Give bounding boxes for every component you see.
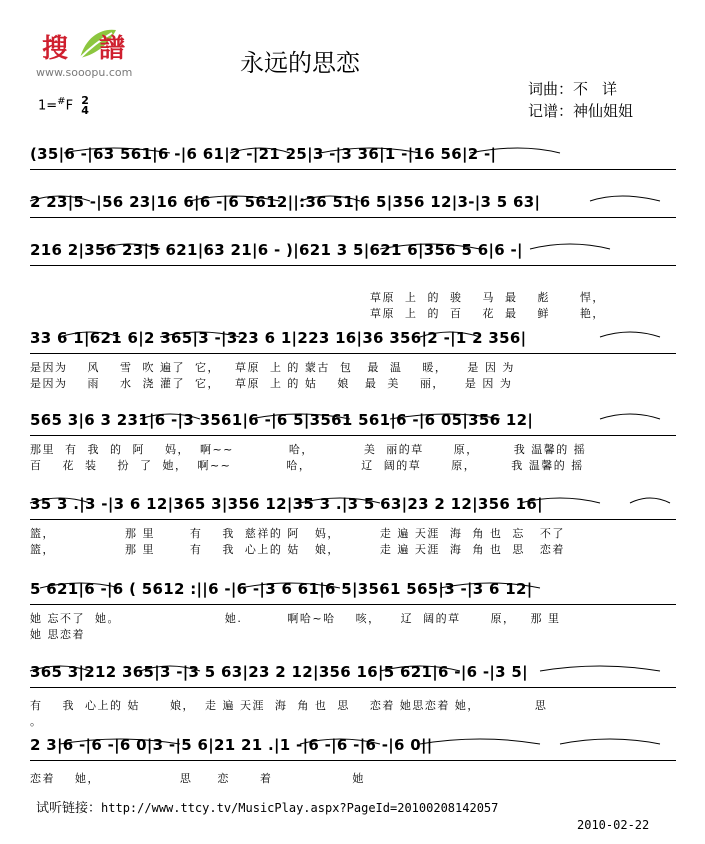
beam-line [30, 433, 676, 436]
beam-line [30, 517, 676, 520]
logo-brand [42, 28, 126, 65]
listen-link-url[interactable]: http://www.ttcy.tv/MusicPlay.aspx?PageId=20100208142057 [101, 801, 499, 815]
logo-brand-left: 搜 [42, 34, 70, 64]
lyric-line-2: 是因为 雨 水 浇 灌了 它， 草原 上 的 姑 娘 最 美 丽， 是 因 为 [30, 377, 513, 390]
notation-line: 5 621|6 -|6 ( 5612 :||6 -|6 -|3 6 61|6 5|3561 565|3 -|3 6 12| [30, 580, 533, 598]
logo-brand-right: 譜 [99, 34, 127, 64]
sharp-sign: # [57, 95, 66, 107]
transcriber-line: 记谱：神仙姐姐 [528, 102, 634, 120]
time-bottom: 4 [81, 104, 89, 117]
lyricist-rest: 详 [602, 80, 618, 98]
score-row-1 [0, 145, 705, 185]
notation-line: 2 3|6 -|6 -|6 0|3 -|5 6|21 21 .|1 -|6 -|6 -|6 -|6 0|| [30, 736, 433, 754]
score-row-9 [0, 736, 705, 785]
listen-link-label: 试听链接： [36, 801, 102, 816]
key-signature [38, 96, 89, 116]
score-row-4 [0, 329, 705, 390]
key-note: F [65, 98, 74, 114]
notation-line: 35 3 .|3 -|3 6 12|365 3|356 12|35 3 .|3 5 63|23 2 12|356 16| [30, 495, 543, 513]
beam-line [30, 685, 676, 688]
lyric-line-1: 她 忘不了 她。 她. 啊哈~哈 咳， 辽 阔的草 原， 那 里 [30, 612, 561, 625]
song-title: 永远的思恋 [240, 49, 360, 77]
notation-line: 216 2|356 23|5 621|63 21|6 - )|621 3 5|621 6|356 5 6|6 -| [30, 241, 523, 259]
lyric-line-1: 恋着 她， 思 恋 着 她 [30, 772, 365, 785]
beam-line [30, 351, 676, 354]
lyric-line-2: 篮， 那 里 有 我 心上的 姑 娘， 走 遍 天涯 海 角 也 思 恋着 [30, 543, 565, 556]
transcription-date: 2010-02-22 [577, 818, 650, 832]
lyric-line-2: 她 思恋着 [30, 628, 85, 641]
notation-line: (35|6 -|63 561|6 -|6 61|2 -|21 25|3 -|3 36|1 -|16 56|2 -| [30, 145, 497, 163]
notation-line: 565 3|6 3 231|6 -|3 3561|6 -|6 5|3561 561|6 -|6 05|356 12| [30, 411, 534, 429]
score-row-8 [0, 663, 705, 728]
lyric-line-1: 是因为 风 雪 吹 遍了 它， 草原 上 的 蒙古 包 最 温 暖， 是 因 为 [30, 361, 515, 374]
lyric-line-1: 那里 有 我 的 阿 妈， 啊~~ 哈， 美 丽的草 原， 我 温馨的 摇 [30, 443, 587, 456]
notation-line: 33 6 1|621 6|2 365|3 -|323 6 1|223 16|36 356|2 -|1 2 356| [30, 329, 527, 347]
lyric-line-1: 篮， 那 里 有 我 慈祥的 阿 妈， 走 遍 天涯 海 角 也 忘 不了 [30, 527, 565, 540]
lyric-line-2: 。 [30, 715, 43, 728]
score-row-6 [0, 495, 705, 556]
score-row-5 [0, 411, 705, 472]
beam-line [30, 263, 676, 266]
listen-link-line [36, 797, 498, 816]
beam-line [30, 215, 676, 218]
lyric-line-2: 草原 上 的 百 花 最 鲜 艳， [370, 307, 605, 320]
notation-line: 365 3|212 365|3 -|3 5 63|23 2 12|356 16|5 621|6 -|6 -|3 5| [30, 663, 528, 681]
beam-line [30, 758, 676, 761]
lyric-line-1: 草原 上 的 骏 马 最 彪 悍， [370, 291, 605, 304]
lyric-line-1: 有 我 心上的 姑 娘， 走 遍 天涯 海 角 也 思 恋着 她思恋着 她， 思 [30, 699, 548, 712]
score-row-3 [0, 241, 705, 320]
sooopu-logo[interactable] [36, 28, 176, 84]
score-row-7 [0, 580, 705, 641]
lyricist-label: 词曲：不 [528, 80, 589, 98]
logo-url: www.sooopu.com [36, 66, 133, 79]
beam-line [30, 602, 676, 605]
notation-line: 2 23|5 -|56 23|16 6|6 -|6 5612||:36 51|6 5|356 12|3-|3 5 63| [30, 193, 541, 211]
key-label: 1= [38, 98, 58, 114]
time-signature [81, 96, 89, 116]
score-row-2 [0, 193, 705, 233]
credits [528, 78, 633, 122]
lyricist-line [528, 78, 633, 100]
beam-line [30, 167, 676, 170]
time-top: 2 [81, 94, 89, 107]
lyric-line-2: 百 花 装 扮 了 她， 啊~~ 哈， 辽 阔的草 原， 我 温馨的 摇 [30, 459, 584, 472]
